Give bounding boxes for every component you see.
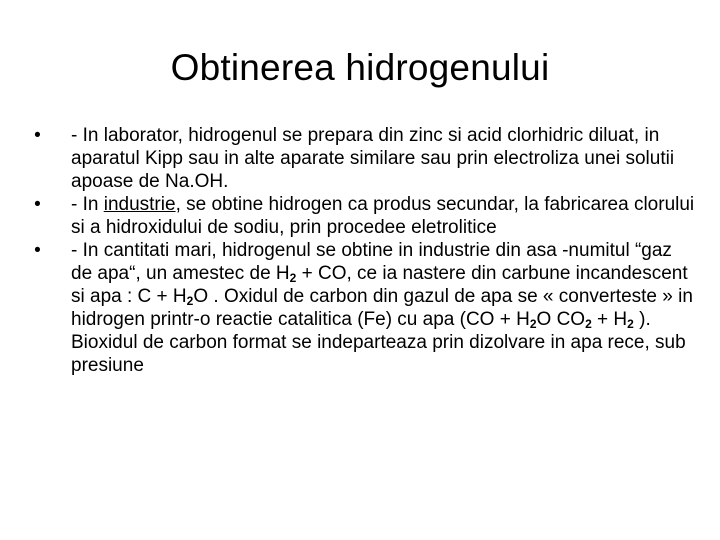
bullet-text-industry-before: - In: [71, 194, 104, 215]
bullet-dot-icon: •: [34, 125, 41, 146]
bullet-item-industry: [30, 193, 695, 239]
bullet-text-water-gas-part5: + H: [591, 309, 628, 330]
industrie-link[interactable]: industrie: [103, 194, 176, 215]
bullet-item-water-gas: [30, 239, 695, 377]
subscript-2: 2: [529, 317, 537, 331]
bullet-list: [30, 124, 695, 377]
bullet-text-water-gas-part2: + CO, ce ia nastere din carbune incandescent si apa : C + H: [71, 263, 688, 307]
bullet-text-water-gas-part6: ). Bioxidul de carbon format se indeparteaza prin dizolvare in apa rece, sub presiune: [71, 309, 686, 376]
subscript-2: 2: [186, 294, 194, 308]
bullet-text-industry-after: , se obtine hidrogen ca produs secundar, la fabricarea clorului si a hidroxidului de sodiu, prin procedee eletrolitice: [71, 194, 695, 238]
slide-title: Obtinerea hidrogenului: [170, 47, 550, 88]
subscript-2: 2: [289, 271, 297, 285]
bullet-text-water-gas-part4: O CO: [536, 309, 586, 330]
bullet-item-laboratory: [30, 124, 695, 193]
bullet-dot-icon: •: [34, 194, 41, 215]
bullet-text-laboratory: - In laborator, hidrogenul se prepara din zinc si acid clorhidric diluat, in aparatul Kipp sau in alte aparate similare sau prin electroliza unei solutii apoase de Na.OH.: [71, 125, 675, 192]
bullet-text-water-gas-part1: - In cantitati mari, hidrogenul se obtine in industrie din asa -numitul “gaz de apa“, un amestec de H: [71, 240, 672, 284]
bullet-text-water-gas-part3: O . Oxidul de carbon din gazul de apa se « converteste » in hidrogen printr-o reactie catalitica (Fe) cu apa (CO + H: [71, 286, 693, 330]
bullet-dot-icon: •: [34, 240, 41, 261]
subscript-2: 2: [585, 317, 592, 331]
subscript-2: 2: [627, 317, 634, 331]
